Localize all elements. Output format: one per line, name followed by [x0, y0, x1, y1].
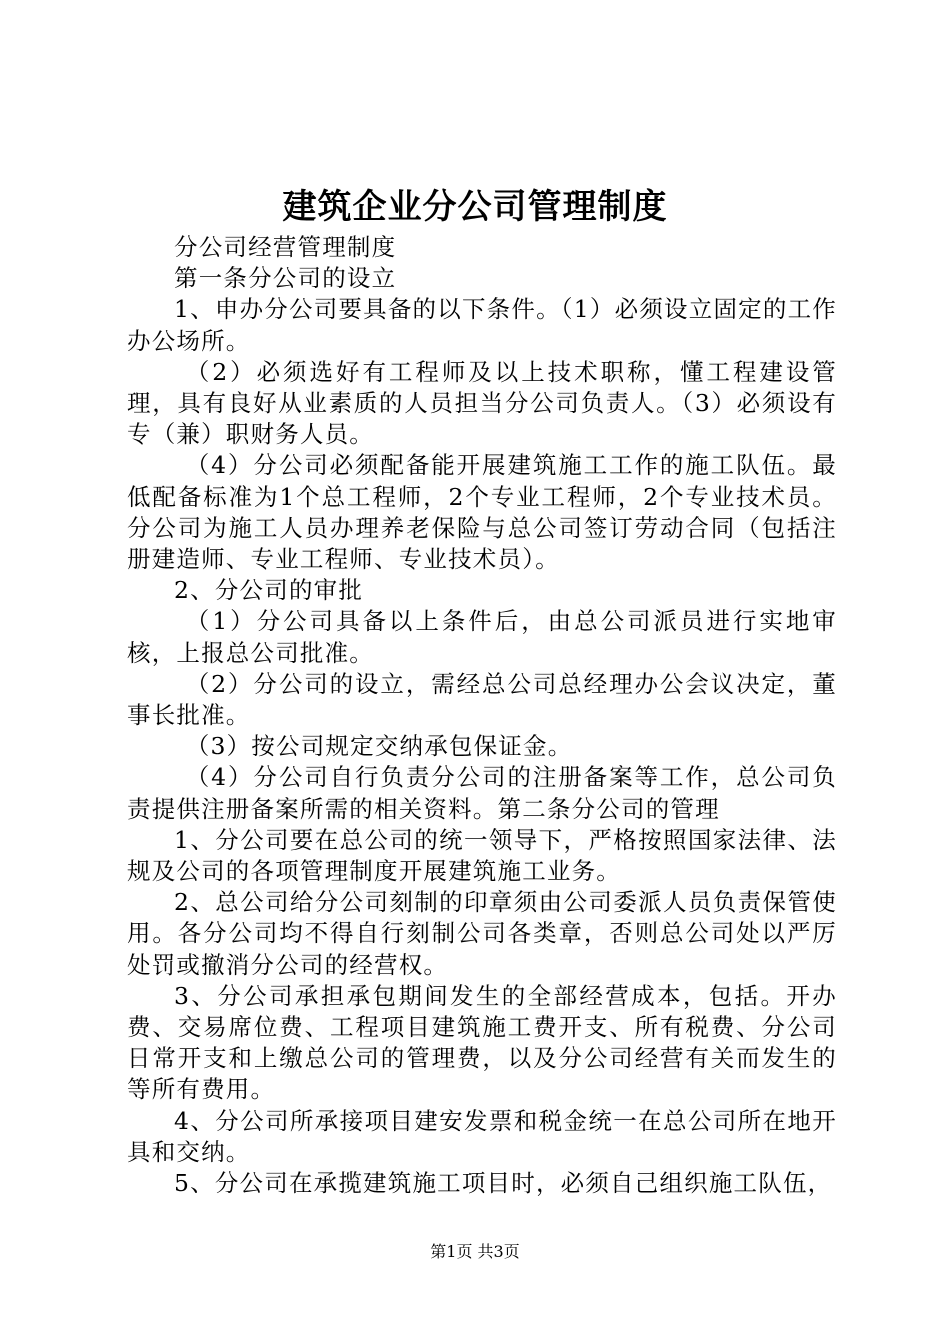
document-title: 建筑企业分公司管理制度 — [282, 187, 668, 227]
paragraph: （3）按公司规定交纳承包保证金。 — [185, 732, 573, 761]
paragraph: 第一条分公司的设立 — [174, 264, 397, 293]
paragraph: 4、分公司所承接项目建安发票和税金统一在总公司所在地开具和交纳。 — [127, 1106, 837, 1166]
paragraph: （1）分公司具备以上条件后，由总公司派员进行实地审核，上报总公司批准。 — [127, 607, 837, 667]
paragraph: 分公司经营管理制度 — [174, 233, 397, 261]
paragraph: 2、总公司给分公司刻制的印章须由公司委派人员负责保管使用。各分公司均不得自行刻制公司各类章，否则总公司处以严厉处罚或撤消分公司的经营权。 — [127, 888, 837, 979]
paragraph: 2、分公司的审批 — [174, 576, 364, 605]
paragraph: （4）分公司自行负责分公司的注册备案等工作，总公司负责提供注册备案所需的相关资料。第二条分公司的管理 — [127, 763, 837, 823]
paragraph: （2）必须选好有工程师及以上技术职称，懂工程建设管理，具有良好从业素质的人员担当分公司负责人。（3）必须设有专（兼）职财务人员。 — [127, 357, 837, 449]
page-number-footer: 第1页 共3页 — [430, 1242, 520, 1261]
paragraph: 3、分公司承担承包期间发生的全部经营成本，包括。开办费、交易席位费、工程项目建筑施工费开支、所有税费、分公司日常开支和上缴总公司的管理费，以及分公司经营有关而发生的等所有费用。 — [127, 981, 837, 1104]
paragraph: 1、申办分公司要具备的以下条件。（1）必须设立固定的工作办公场所。 — [127, 295, 837, 355]
paragraph: （4）分公司必须配备能开展建筑施工工作的施工队伍。最低配备标准为1个总工程师，2个专业工程师，2个专业技术员。分公司为施工人员办理养老保险与总公司签订劳动合同（包括注册建造师、专业工程师、专业技术员）。 — [127, 451, 837, 574]
document-body — [127, 232, 837, 1199]
paragraph: 1、分公司要在总公司的统一领导下，严格按照国家法律、法规及公司的各项管理制度开展建筑施工业务。 — [127, 825, 837, 886]
paragraph: 5、分公司在承揽建筑施工项目时，必须自己组织施工队伍， — [174, 1169, 833, 1198]
paragraph: （2）分公司的设立，需经总公司总经理办公会议决定，董事长批准。 — [127, 669, 837, 730]
